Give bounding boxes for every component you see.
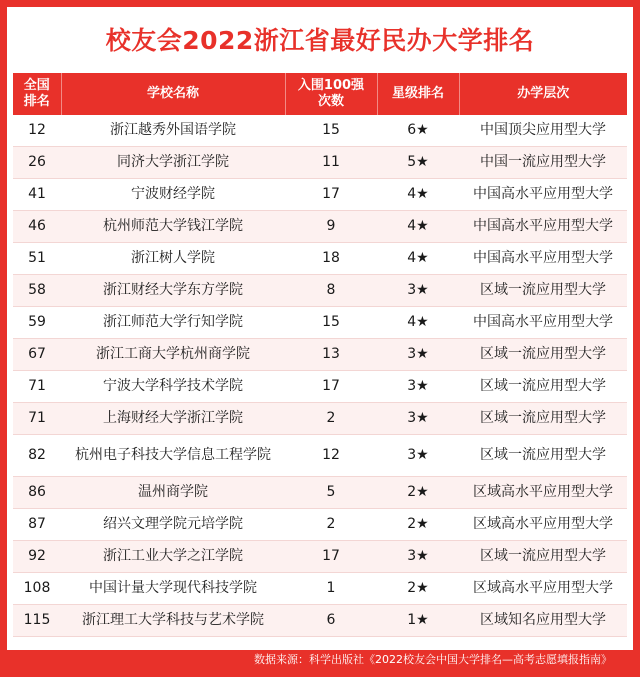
level-cell: 中国高水平应用型大学 (459, 243, 627, 275)
level-cell: 区域高水平应用型大学 (459, 509, 627, 541)
count-cell: 15 (285, 307, 377, 339)
school-name-cell: 浙江树人学院 (61, 243, 285, 275)
table-row (13, 403, 627, 435)
table-row (13, 211, 627, 243)
level-cell: 中国顶尖应用型大学 (459, 115, 627, 147)
level-cell: 中国高水平应用型大学 (459, 179, 627, 211)
rank-cell: 86 (13, 477, 61, 509)
star-rating-cell: 2★ (377, 573, 459, 605)
level-cell: 区域高水平应用型大学 (459, 573, 627, 605)
header-stars: 星级排名 (377, 73, 459, 115)
school-name-cell: 杭州电子科技大学信息工程学院 (61, 435, 285, 477)
header-name: 学校名称 (61, 73, 285, 115)
level-cell: 区域一流应用型大学 (459, 435, 627, 477)
star-rating-cell: 3★ (377, 275, 459, 307)
level-cell: 中国高水平应用型大学 (459, 307, 627, 339)
table-row (13, 573, 627, 605)
school-name-cell: 同济大学浙江学院 (61, 147, 285, 179)
level-cell: 区域高水平应用型大学 (459, 477, 627, 509)
star-rating-cell: 3★ (377, 403, 459, 435)
header-count: 入围100强 次数 (285, 73, 377, 115)
school-name-cell: 上海财经大学浙江学院 (61, 403, 285, 435)
star-rating-cell: 4★ (377, 179, 459, 211)
count-cell: 17 (285, 179, 377, 211)
count-cell: 1 (285, 573, 377, 605)
school-name-cell: 绍兴文理学院元培学院 (61, 509, 285, 541)
rank-cell: 51 (13, 243, 61, 275)
level-cell: 区域知名应用型大学 (459, 605, 627, 637)
school-name-cell: 温州商学院 (61, 477, 285, 509)
rank-cell: 67 (13, 339, 61, 371)
school-name-cell: 宁波财经学院 (61, 179, 285, 211)
count-cell: 15 (285, 115, 377, 147)
rank-cell: 46 (13, 211, 61, 243)
count-cell: 6 (285, 605, 377, 637)
header-level: 办学层次 (459, 73, 627, 115)
table-row (13, 339, 627, 371)
table-row (13, 179, 627, 211)
rank-cell: 71 (13, 403, 61, 435)
level-cell: 区域一流应用型大学 (459, 403, 627, 435)
count-cell: 5 (285, 477, 377, 509)
count-cell: 18 (285, 243, 377, 275)
source-note: 数据来源：科学出版社《2022校友会中国大学排名—高考志愿填报指南》 (254, 653, 612, 666)
table-row (13, 509, 627, 541)
rank-cell: 59 (13, 307, 61, 339)
table-row (13, 147, 627, 179)
school-name-cell: 浙江财经大学东方学院 (61, 275, 285, 307)
count-cell: 12 (285, 435, 377, 477)
star-rating-cell: 2★ (377, 477, 459, 509)
table-row (13, 243, 627, 275)
table-row (13, 115, 627, 147)
count-cell: 2 (285, 403, 377, 435)
table-row (13, 307, 627, 339)
page-title: 校友会2022浙江省最好民办大学排名 (105, 26, 535, 55)
star-rating-cell: 3★ (377, 435, 459, 477)
count-cell: 17 (285, 541, 377, 573)
count-cell: 17 (285, 371, 377, 403)
star-rating-cell: 5★ (377, 147, 459, 179)
school-name-cell: 浙江越秀外国语学院 (61, 115, 285, 147)
rank-cell: 71 (13, 371, 61, 403)
star-rating-cell: 4★ (377, 211, 459, 243)
rank-cell: 41 (13, 179, 61, 211)
rank-cell: 115 (13, 605, 61, 637)
count-cell: 2 (285, 509, 377, 541)
count-cell: 13 (285, 339, 377, 371)
level-cell: 中国高水平应用型大学 (459, 211, 627, 243)
rank-cell: 82 (13, 435, 61, 477)
school-name-cell: 杭州师范大学钱江学院 (61, 211, 285, 243)
ranking-table (13, 73, 627, 637)
school-name-cell: 中国计量大学现代科技学院 (61, 573, 285, 605)
star-rating-cell: 2★ (377, 509, 459, 541)
rank-cell: 92 (13, 541, 61, 573)
rank-cell: 87 (13, 509, 61, 541)
star-rating-cell: 4★ (377, 243, 459, 275)
star-rating-cell: 6★ (377, 115, 459, 147)
school-name-cell: 浙江工业大学之江学院 (61, 541, 285, 573)
school-name-cell: 浙江理工大学科技与艺术学院 (61, 605, 285, 637)
table-header (13, 73, 627, 115)
star-rating-cell: 1★ (377, 605, 459, 637)
table-row (13, 435, 627, 477)
rank-cell: 58 (13, 275, 61, 307)
star-rating-cell: 4★ (377, 307, 459, 339)
count-cell: 8 (285, 275, 377, 307)
table-row (13, 275, 627, 307)
content-panel (7, 7, 633, 650)
table-body (13, 115, 627, 637)
level-cell: 中国一流应用型大学 (459, 147, 627, 179)
table-row (13, 605, 627, 637)
school-name-cell: 浙江师范大学行知学院 (61, 307, 285, 339)
star-rating-cell: 3★ (377, 339, 459, 371)
level-cell: 区域一流应用型大学 (459, 339, 627, 371)
star-rating-cell: 3★ (377, 371, 459, 403)
rank-cell: 12 (13, 115, 61, 147)
school-name-cell: 浙江工商大学杭州商学院 (61, 339, 285, 371)
level-cell: 区域一流应用型大学 (459, 275, 627, 307)
table-row (13, 541, 627, 573)
table-row (13, 371, 627, 403)
count-cell: 9 (285, 211, 377, 243)
school-name-cell: 宁波大学科学技术学院 (61, 371, 285, 403)
rank-cell: 26 (13, 147, 61, 179)
count-cell: 11 (285, 147, 377, 179)
header-rank: 全国 排名 (13, 73, 61, 115)
level-cell: 区域一流应用型大学 (459, 541, 627, 573)
star-rating-cell: 3★ (377, 541, 459, 573)
table-row (13, 477, 627, 509)
rank-cell: 108 (13, 573, 61, 605)
level-cell: 区域一流应用型大学 (459, 371, 627, 403)
